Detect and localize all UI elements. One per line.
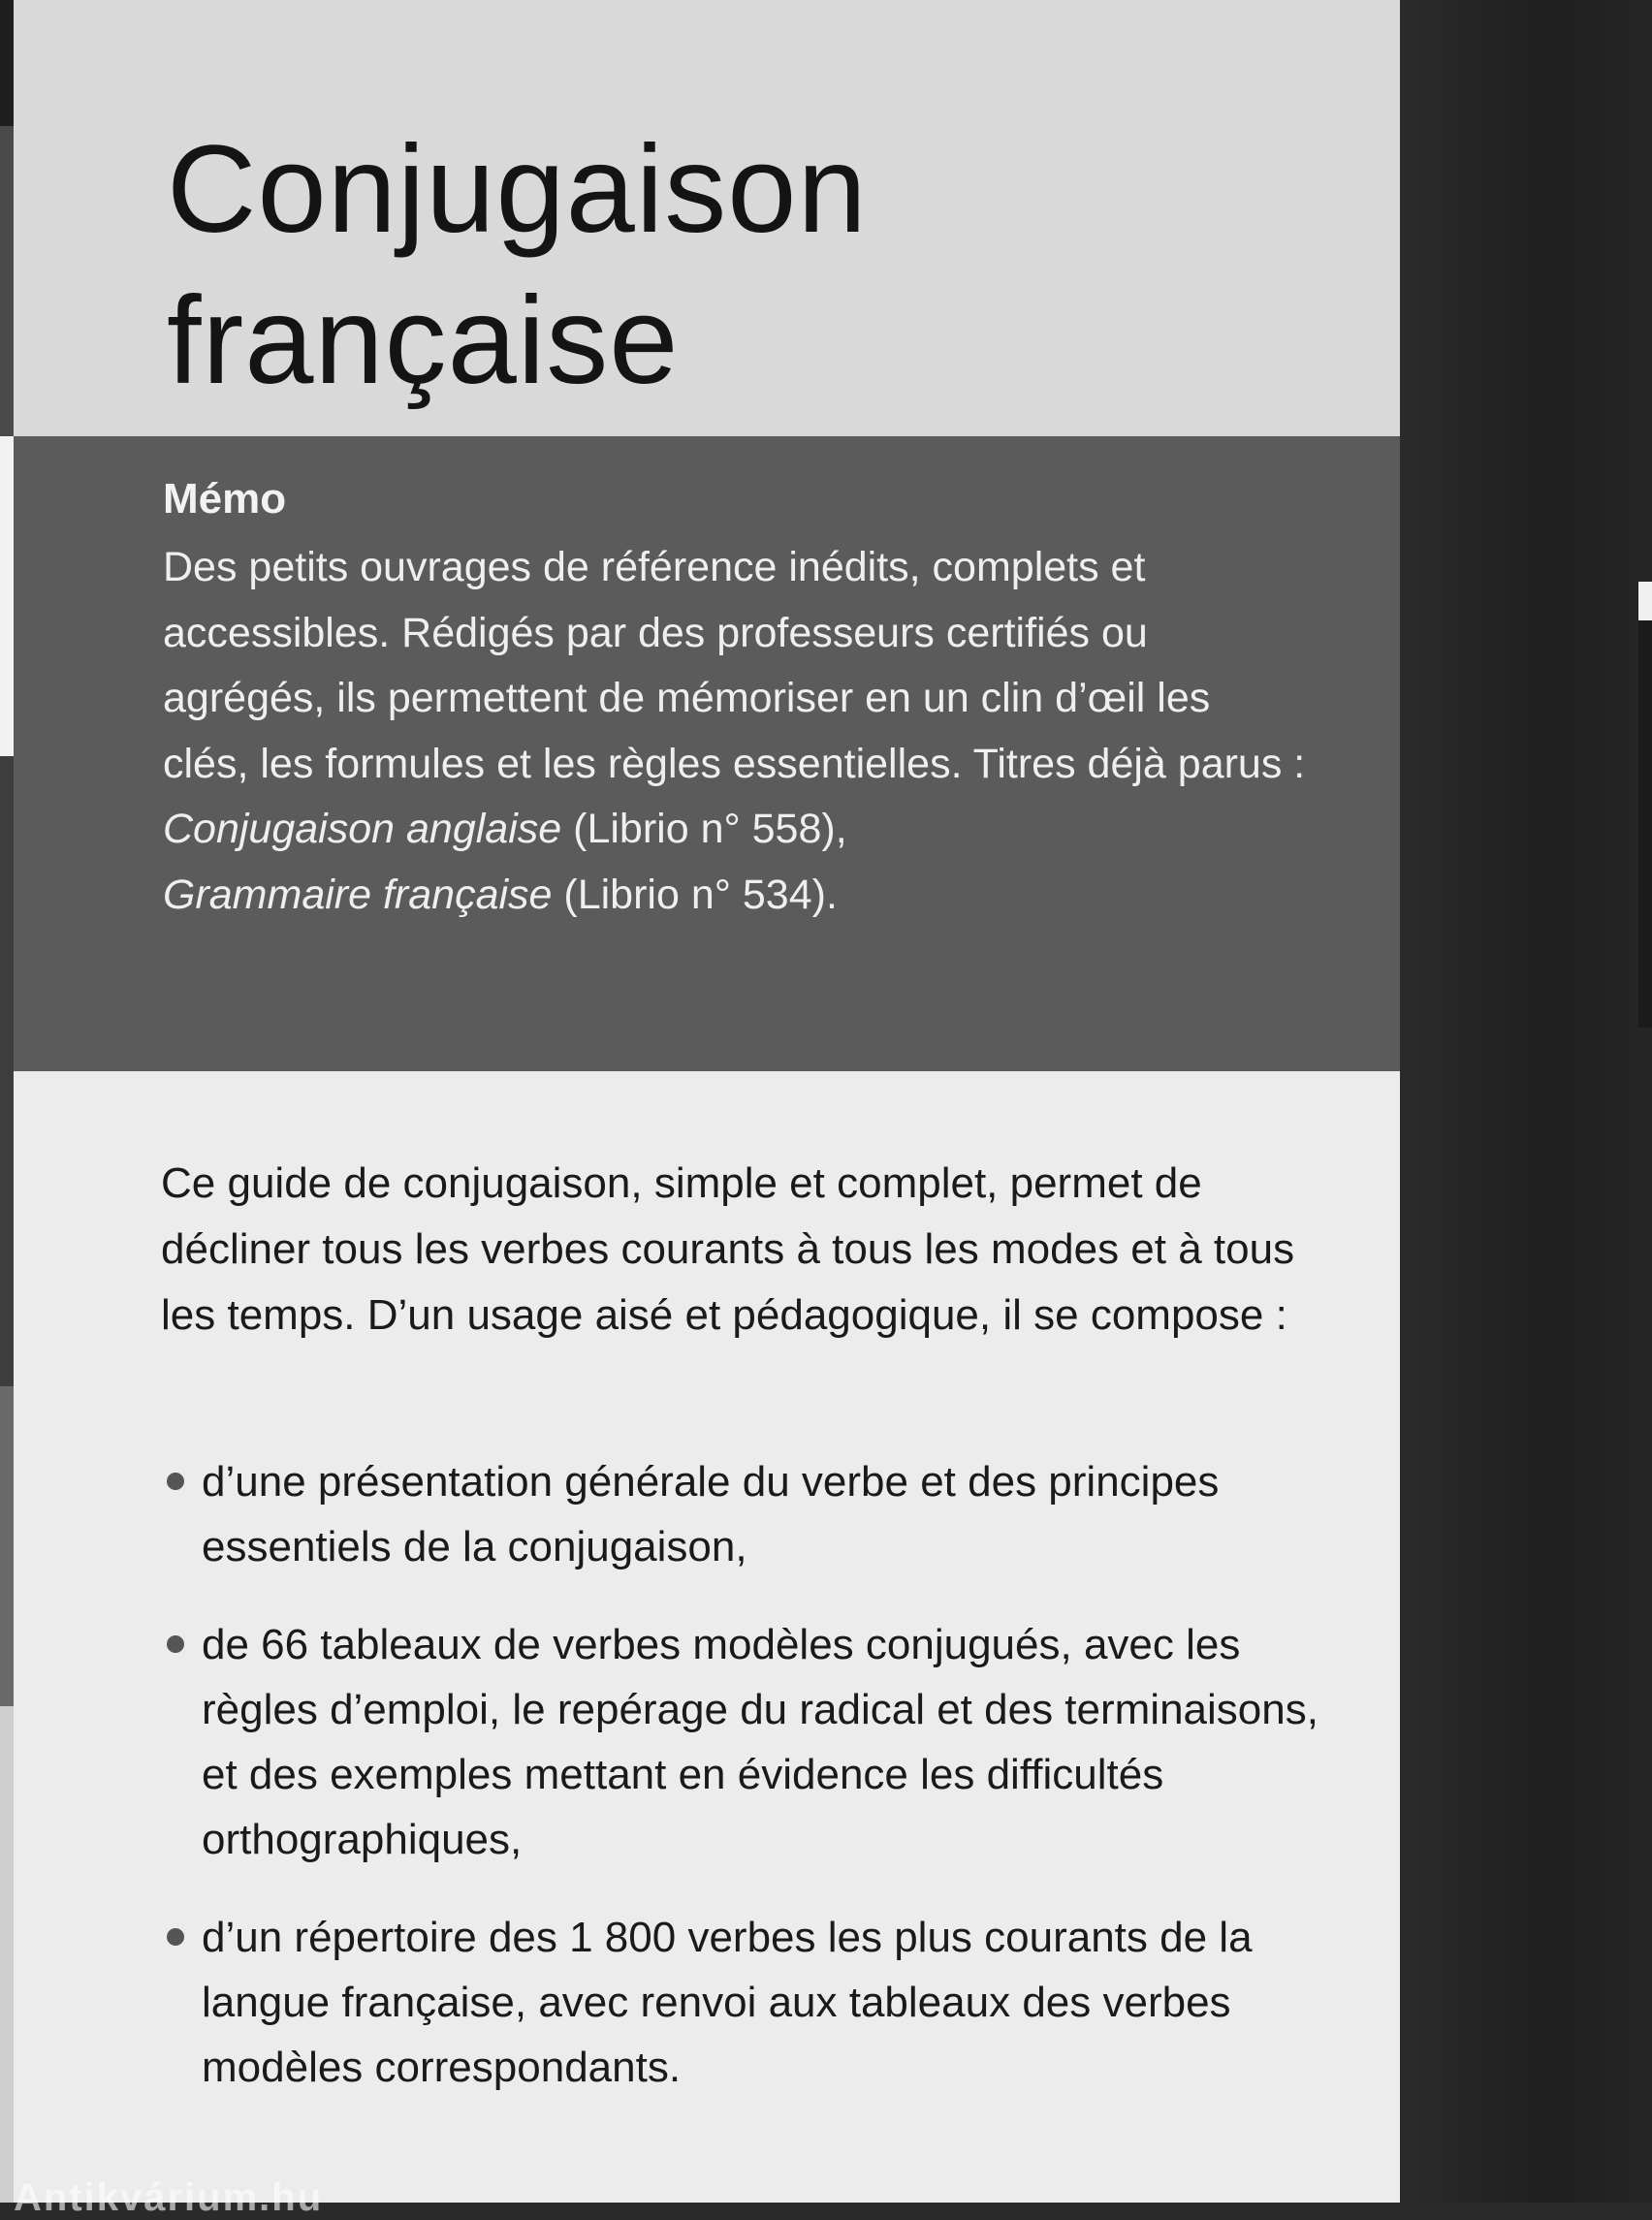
intro-paragraph: Ce guide de conjugaison, simple et complet, permet de décliner tous les verbes courants à tous les modes et à tous les temps. D’un usage aisé et pédagogique, il se compose : [161,1159,1295,1339]
title-line-2: française [167,271,680,410]
title-band [14,0,1400,436]
watermark: Antikvárium.hu [14,2176,324,2219]
memo-heading: Mémo [163,475,287,523]
list-item [161,1612,1324,1872]
bullet-icon [167,1635,184,1653]
title-line-1: Conjugaison [167,120,868,259]
memo-text-3: (Librio n° 534). [552,871,838,918]
description-band [14,1071,1400,2219]
memo-description [163,535,1307,928]
memo-text-1: Des petits ouvrages de référence inédits, complets et accessibles. Rédigés par des professeurs certifiés ou agrégés, ils permettent de mémoriser en un clin d’œil les clés, les formules et les règles essentielles. Titres déjà parus : [163,544,1306,787]
left-book-edge [0,0,14,2203]
feature-list [161,1449,1324,2133]
memo-title-a: Conjugaison anglaise [163,806,562,852]
list-item-text: d’une présentation générale du verbe et des principes essentiels de la conjugaison, [202,1458,1220,1570]
dark-background [1396,0,1652,2203]
bullet-icon [167,1928,184,1946]
list-item-text: de 66 tableaux de verbes modèles conjugués, avec les règles d’emploi, le repérage du radical et des terminaisons, et des exemples mettant en évidence les difficultés orthographiques, [202,1621,1318,1863]
memo-title-b: Grammaire française [163,871,553,918]
memo-text-2: (Librio n° 558), [561,806,847,852]
list-item-text: d’un répertoire des 1 800 verbes les plus courants de la langue française, avec renvoi aux tableaux des verbes modèles correspondants. [202,1914,1253,2091]
list-item [161,1905,1324,2100]
book-title [167,114,868,417]
memo-band [14,436,1400,1071]
bullet-icon [167,1473,184,1490]
book-back-cover [14,0,1400,2219]
list-item [161,1449,1324,1579]
